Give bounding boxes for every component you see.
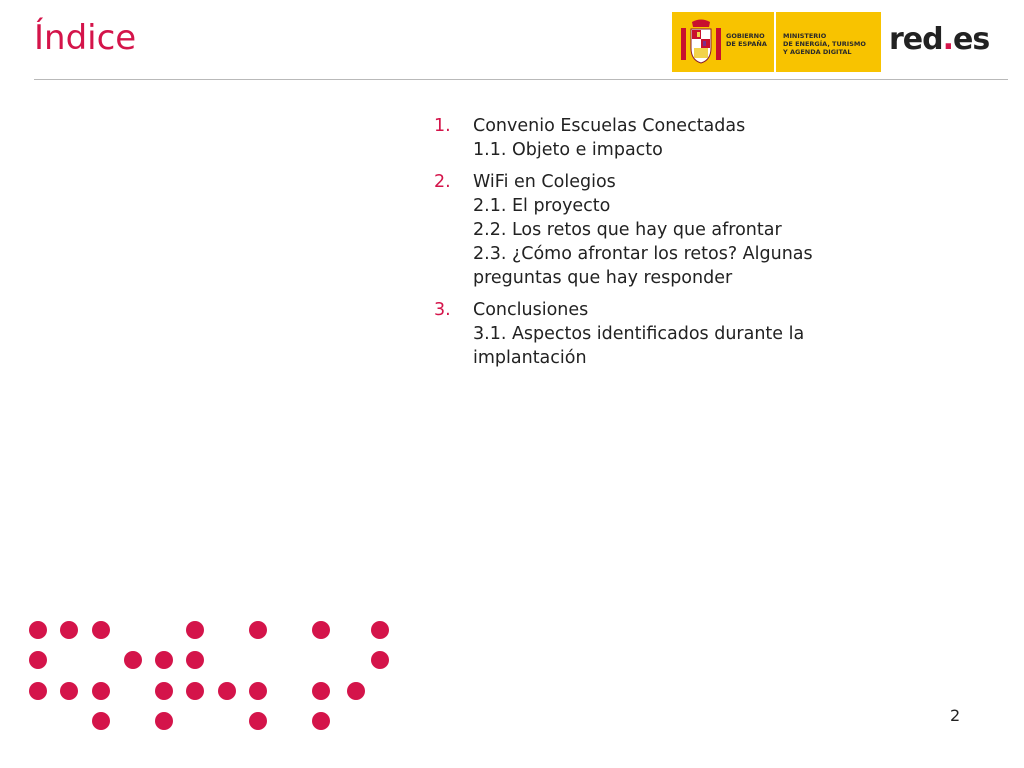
dot-row-1 [29,621,389,639]
toc-item-title: Conclusiones [473,300,589,320]
toc-item-3 [434,298,884,370]
toc-item-2 [434,170,884,290]
toc-item-number: 1. [434,116,451,136]
toc-subitem: 3.1. Aspectos identificados durante la implantación [473,324,805,368]
brand-suffix: es [953,22,990,57]
red-es-logo [889,22,989,58]
toc-subitem: 2.2. Los retos que hay que afrontar [473,220,782,240]
toc-subitem: 1.1. Objeto e impacto [473,140,663,160]
brand-main: red [889,22,943,57]
toc-subitem: 2.3. ¿Cómo afrontar los retos? Algunas preguntas que hay responder [473,244,813,288]
toc-item-title: WiFi en Colegios [473,172,616,192]
toc-item-number: 2. [434,172,451,192]
brand-dot: . [942,22,954,57]
toc-item-number: 3. [434,300,451,320]
coat-of-arms-icon [680,18,722,66]
table-of-contents [434,114,884,378]
dot-row-3 [29,682,365,700]
dot-row-2 [29,651,389,669]
header-divider [34,79,1008,80]
ministerio-text: MINISTERIO DE ENERGÍA, TURISMO Y AGENDA DIGITAL [783,32,866,56]
gobierno-text: GOBIERNO DE ESPAÑA [726,32,767,48]
logo-separator [774,12,776,72]
page-number: 2 [950,706,961,725]
toc-item-1 [434,114,884,162]
toc-subitem: 2.1. El proyecto [473,196,611,216]
dot-row-4 [92,712,330,730]
government-logo [672,12,881,72]
slide-title: Índice [34,18,137,58]
toc-item-title: Convenio Escuelas Conectadas [473,116,746,136]
